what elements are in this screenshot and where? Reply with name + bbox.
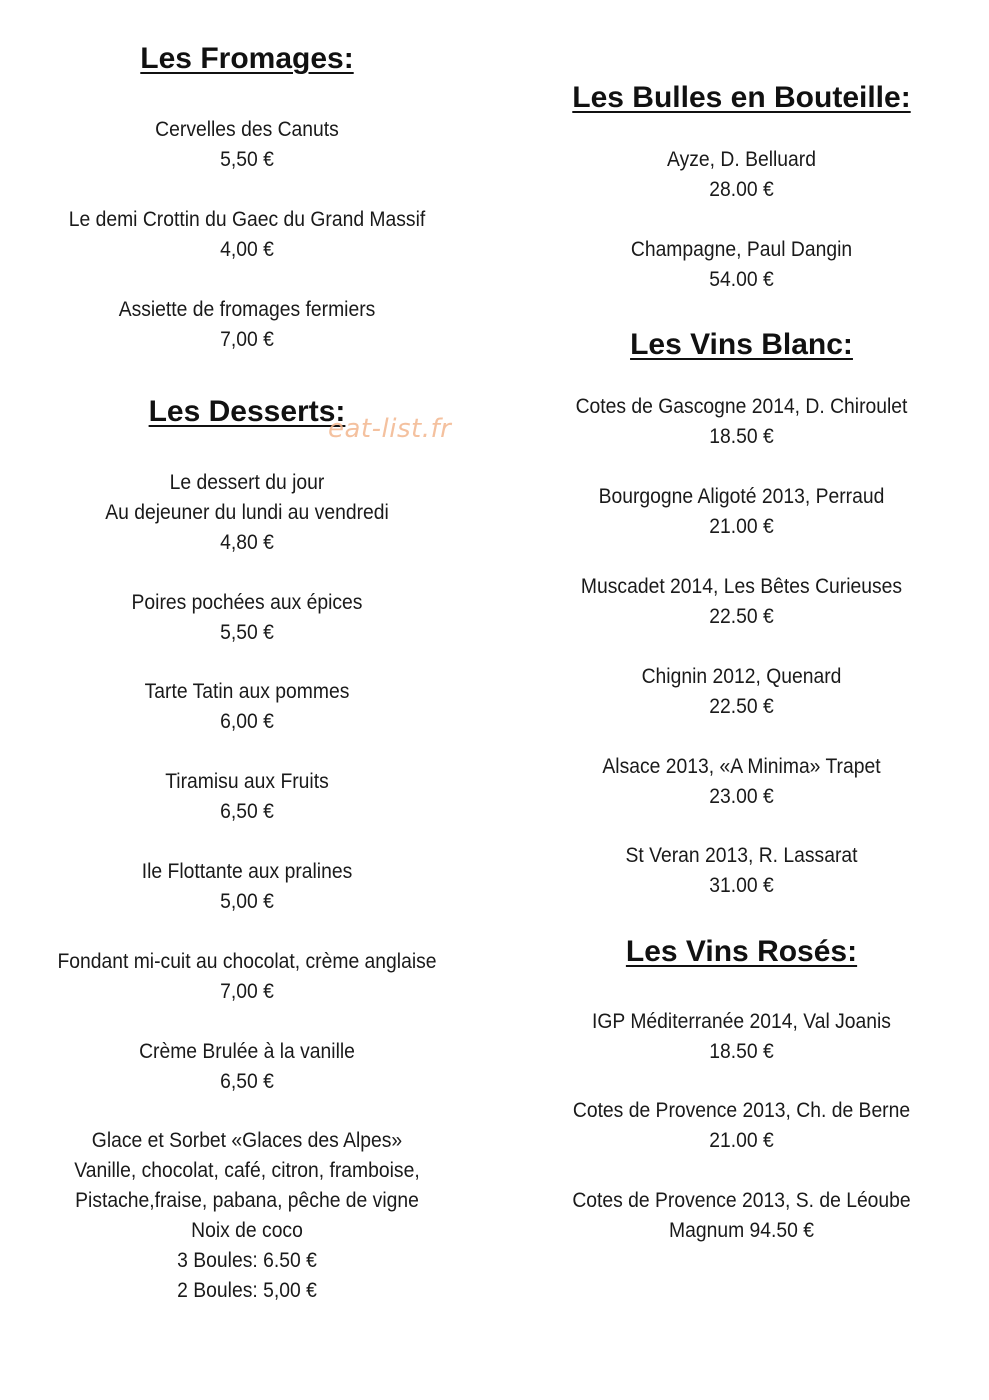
section-title-vins-roses: Les Vins Rosés:: [625, 935, 858, 968]
section-title-fromages: Les Fromages:: [140, 42, 354, 75]
item-name: St Veran 2013, R. Lassarat: [625, 844, 858, 867]
item-price: 4,80 €: [220, 531, 274, 554]
item-price: 28.00 €: [709, 178, 774, 201]
item-name: Ile Flottante aux pralines: [141, 860, 353, 883]
item-name: Le demi Crottin du Gaec du Grand Massif: [68, 208, 426, 231]
menu-item: [0, 767, 494, 827]
menu-item: [494, 235, 989, 295]
item-name: Alsace 2013, «A Minima» Trapet: [602, 755, 881, 778]
item-name: IGP Méditerranée 2014, Val Joanis: [592, 1010, 891, 1033]
item-price: 5,00 €: [220, 890, 274, 913]
menu-item: [0, 205, 494, 265]
item-price: 21.00 €: [709, 1129, 774, 1152]
item-name: Crème Brulée à la vanille: [139, 1040, 355, 1063]
item-price: 18.50 €: [709, 1040, 774, 1063]
item-name: Cotes de Provence 2013, S. de Léoube: [572, 1189, 911, 1212]
section-title-bulles: Les Bulles en Bouteille:: [572, 81, 911, 114]
item-price: 6,50 €: [220, 1070, 274, 1093]
menu-item: [494, 841, 989, 901]
item-price: 3 Boules: 6.50 €: [177, 1249, 317, 1272]
item-name: Cervelles des Canuts: [155, 118, 339, 141]
item-name: Champagne, Paul Dangin: [630, 238, 853, 261]
item-price: 6,50 €: [220, 800, 274, 823]
item-detail: Au dejeuner du lundi au vendredi: [105, 501, 389, 524]
item-price: 4,00 €: [220, 238, 274, 261]
menu-item: [494, 1186, 989, 1246]
item-name: Tiramisu aux Fruits: [165, 770, 329, 793]
menu-item: [0, 857, 494, 917]
item-price: 18.50 €: [709, 425, 774, 448]
menu-item: [494, 662, 989, 722]
menu-item: [494, 1096, 989, 1156]
item-price: 22.50 €: [709, 605, 774, 628]
item-name: Bourgogne Aligoté 2013, Perraud: [598, 485, 885, 508]
item-name: Muscadet 2014, Les Bêtes Curieuses: [580, 575, 903, 598]
item-price: 31.00 €: [709, 874, 774, 897]
item-price: 2 Boules: 5,00 €: [177, 1279, 317, 1302]
item-name: Cotes de Provence 2013, Ch. de Berne: [572, 1099, 911, 1122]
item-name: Ayze, D. Belluard: [667, 148, 816, 171]
menu-item: [494, 482, 989, 542]
item-price: 5,50 €: [220, 148, 274, 171]
section-title-vins-blanc: Les Vins Blanc:: [630, 328, 853, 361]
menu-item: [494, 145, 989, 205]
menu-item: [0, 588, 494, 648]
item-name: Assiette de fromages fermiers: [118, 298, 376, 321]
item-name: Chignin 2012, Quenard: [641, 665, 842, 688]
item-name: Tarte Tatin aux pommes: [144, 680, 350, 703]
item-price: 7,00 €: [220, 328, 274, 351]
item-detail: Noix de coco: [191, 1219, 303, 1242]
item-price: 21.00 €: [709, 515, 774, 538]
menu-item: [0, 468, 494, 558]
menu-item: [0, 1126, 494, 1306]
menu-item: [494, 1007, 989, 1067]
item-name: Cotes de Gascogne 2014, D. Chiroulet: [575, 395, 908, 418]
item-name: Poires pochées aux épices: [131, 591, 363, 614]
menu-item: [494, 752, 989, 812]
menu-item: [0, 115, 494, 175]
item-name: Glace et Sorbet «Glaces des Alpes»: [91, 1129, 403, 1152]
item-price: Magnum 94.50 €: [668, 1219, 814, 1242]
item-detail: Vanille, chocolat, café, citron, framboise,: [74, 1159, 420, 1182]
menu-item: [0, 677, 494, 737]
menu-item: [494, 572, 989, 632]
item-price: 23.00 €: [709, 785, 774, 808]
item-price: 5,50 €: [220, 621, 274, 644]
item-name: Fondant mi-cuit au chocolat, crème anglaise: [57, 950, 437, 973]
menu-item: [0, 295, 494, 355]
watermark: eat-list.fr: [328, 414, 452, 444]
menu-item: [0, 1037, 494, 1097]
item-price: 7,00 €: [220, 980, 274, 1003]
item-price: 22.50 €: [709, 695, 774, 718]
item-price: 54.00 €: [709, 268, 774, 291]
menu-item: [494, 392, 989, 452]
item-name: Le dessert du jour: [169, 471, 325, 494]
item-detail: Pistache,fraise, pabana, pêche de vigne: [75, 1189, 419, 1212]
item-price: 6,00 €: [220, 710, 274, 733]
section-title-desserts: Les Desserts:: [148, 395, 346, 428]
menu-item: [0, 947, 494, 1007]
